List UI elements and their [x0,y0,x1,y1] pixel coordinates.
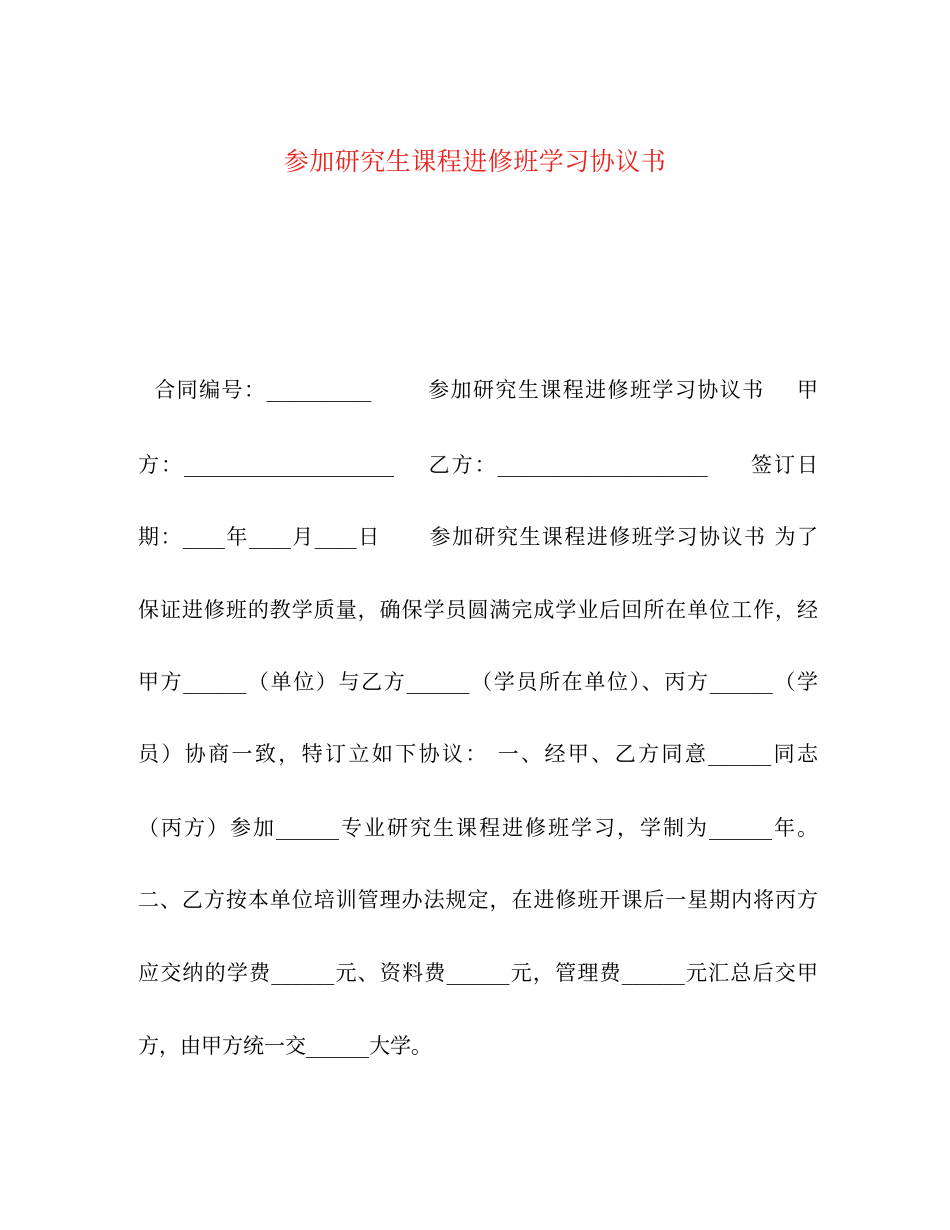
body-line-5: 甲方______（单位）与乙方______（学员所在单位）、丙方______（学 [138,670,818,694]
body-line-1: 合同编号：__________ 参加研究生课程进修班学习协议书 甲 [138,378,818,402]
body-line-6: 员）协商一致，特订立如下协议： 一、经甲、乙方同意______同志 [138,742,818,766]
body-line-3: 期：____年____月____日 参加研究生课程进修班学习协议书 为了 [138,525,818,549]
body-line-10: 方，由甲方统一交______大学。 [138,1034,432,1058]
body-line-7: （丙方）参加______专业研究生课程进修班学习，学制为______年。 [138,816,818,840]
body-line-9: 应交纳的学费______元、资料费______元，管理费______元汇总后交甲 [138,961,818,985]
body-line-4: 保证进修班的教学质量，确保学员圆满完成学业后回所在单位工作，经 [138,598,818,622]
document-title: 参加研究生课程进修班学习协议书 [283,147,667,176]
body-line-8: 二、乙方按本单位培训管理办法规定，在进修班开课后一星期内将丙方 [138,888,818,912]
body-line-2: 方：____________________ 乙方：____________________ 签订日 [138,453,818,477]
